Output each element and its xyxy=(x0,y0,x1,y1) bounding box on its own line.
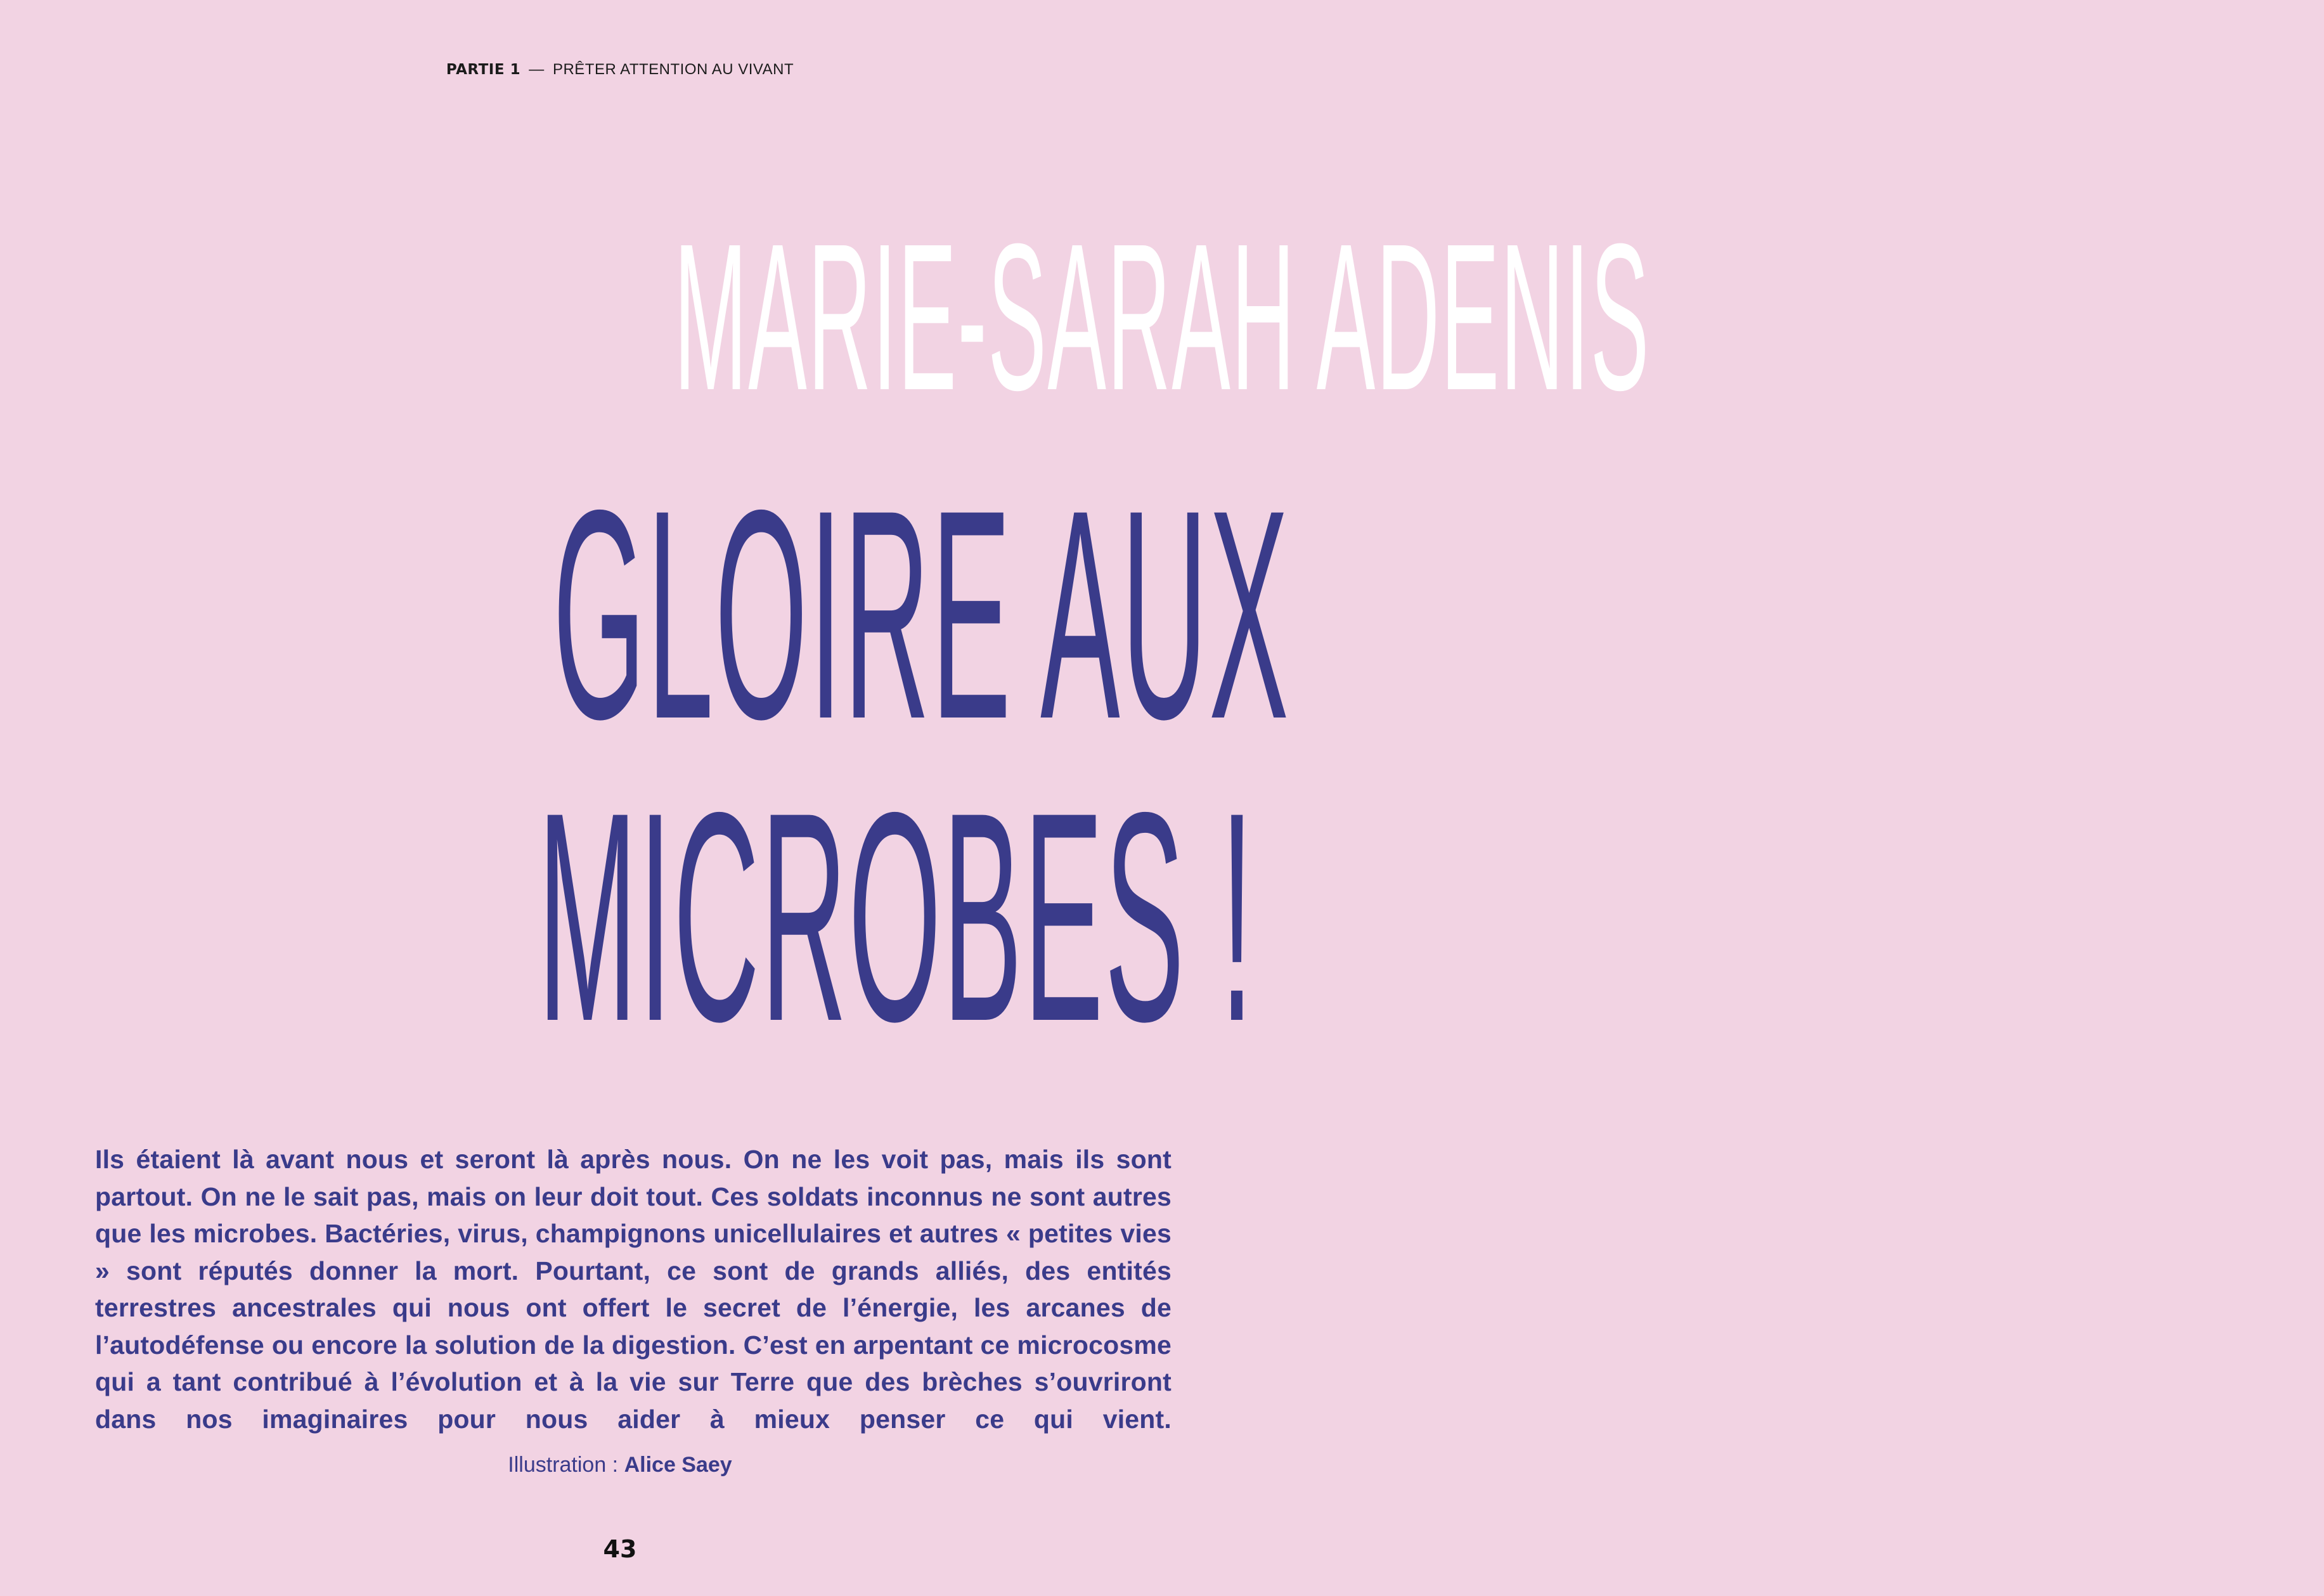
article-title-line-1 xyxy=(0,448,1290,781)
credit-label: Illustration : xyxy=(508,1453,619,1477)
illustrator-name: Alice Saey xyxy=(624,1453,732,1477)
section-label: PRÊTER ATTENTION AU VIVANT xyxy=(552,61,794,78)
article-title-line-2 xyxy=(0,750,1255,1083)
author-name-text: MARIE-SARAH ADENIS xyxy=(674,200,1650,434)
author-name xyxy=(0,200,1650,434)
running-head xyxy=(0,61,1240,79)
article-title-line-1-text: GLOIRE AUX xyxy=(553,448,1290,781)
article-title-line-2-text: MICROBES ! xyxy=(538,750,1255,1083)
part-label: PARTIE 1 xyxy=(446,61,521,78)
page-number: 43 xyxy=(603,1535,637,1563)
intro-paragraph: Ils étaient là avant nous et seront là après nous. On ne les voit pas, mais ils sont partout. On ne le sait pas, mais on leur doit tout. Ces soldats inconnus ne sont autres que les microbes. Bactéries, virus, champignons unicellulaires et autres « petites vies » sont réputés donner la mort. Pourtant, ce sont de grands alliés, des entités terrestres ancestrales qui nous ont offert le secret de l’énergie, les arcanes de l’autodéfense ou encore la solution de la digestion. C’est en arpentant ce microcosme qui a tant contribué à l’évolution et à la vie sur Terre que des brèches s’ouvriront dans nos imaginaires pour nous aider à mieux penser ce qui vient. xyxy=(95,1145,1172,1434)
illustration-credit xyxy=(0,1453,1240,1477)
running-head-separator: — xyxy=(529,61,545,78)
